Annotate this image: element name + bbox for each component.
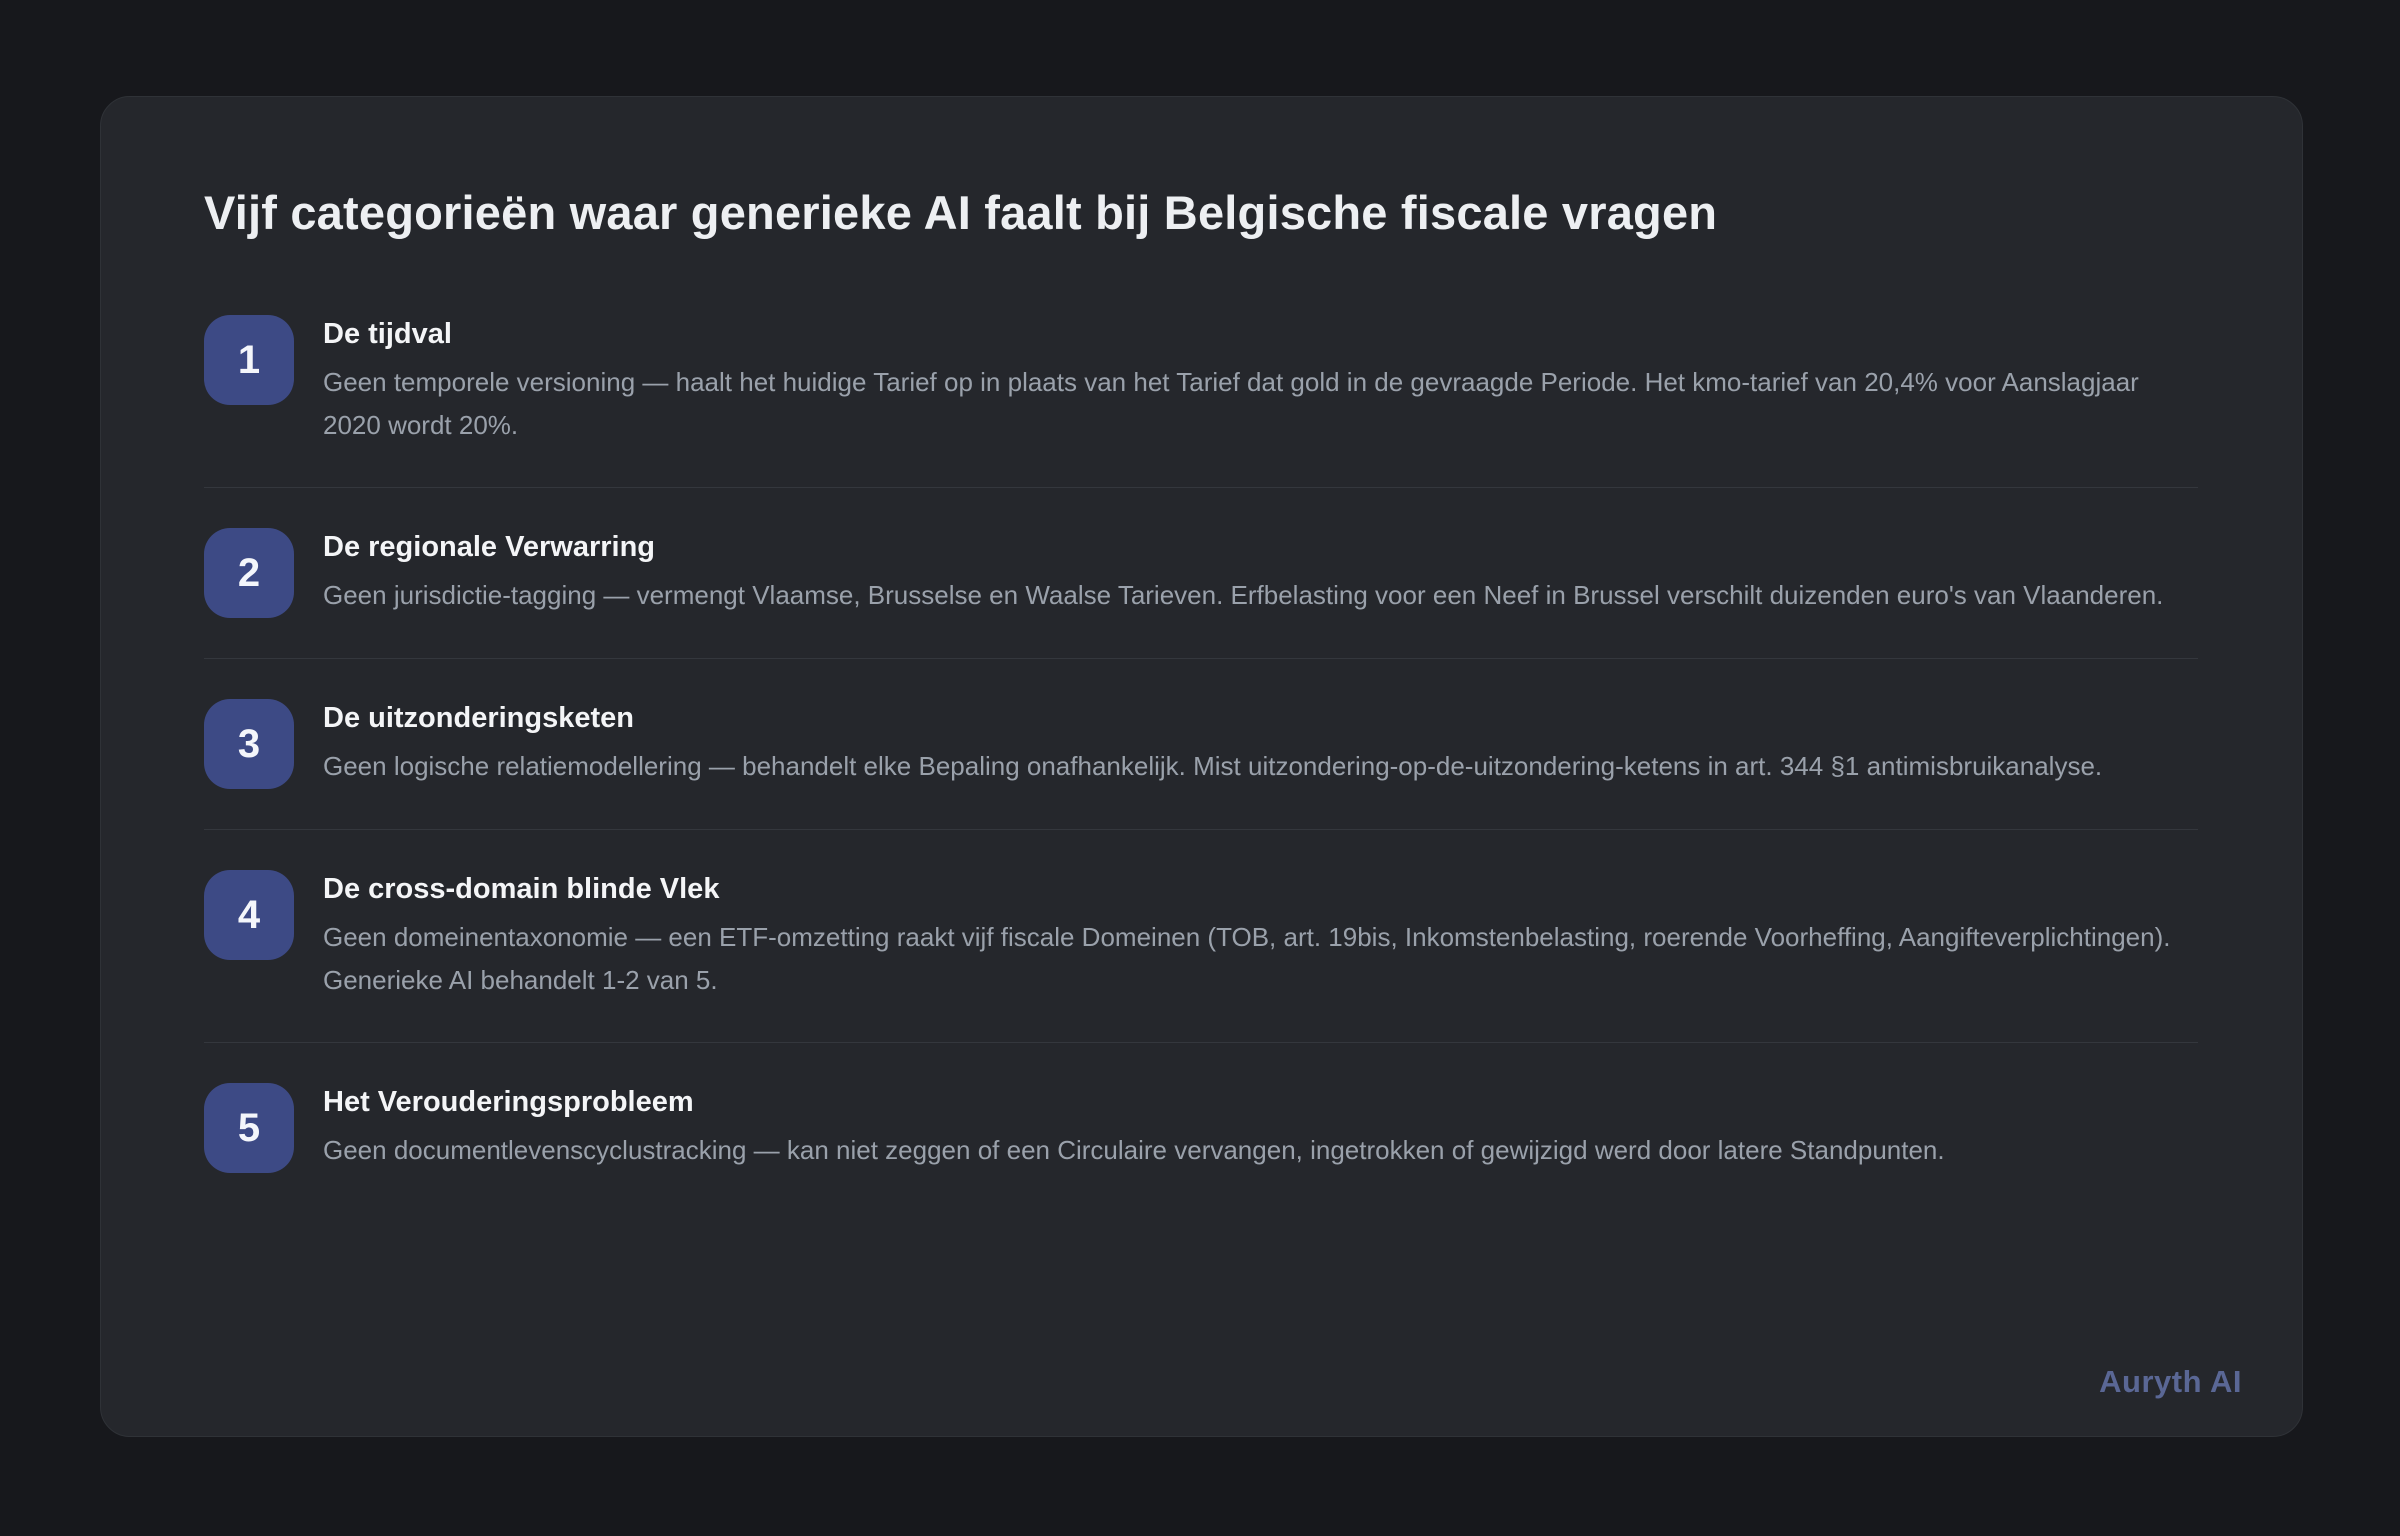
item-4-title: De cross-domain blinde Vlek: [323, 873, 720, 905]
item-1-number-badge: 1: [204, 315, 294, 405]
item-2-description: Geen jurisdictie-tagging — vermengt Vlaamse, Brusselse en Waalse Tarieven. Erfbelasting voor een Neef in Brussel verschilt duizenden euro's van Vlaanderen.: [323, 580, 2164, 610]
item-2-title: De regionale Verwarring: [323, 531, 656, 563]
slide-card: [100, 96, 2303, 1437]
item-1-title: De tijdval: [323, 318, 452, 350]
item-5-body: [323, 1083, 2198, 1172]
list-item-1: [204, 315, 2198, 487]
item-3-number-badge: 3: [204, 699, 294, 789]
item-3-body: [323, 699, 2198, 788]
item-5-description: Geen documentlevenscyclustracking — kan niet zeggen of een Circulaire vervangen, ingetrokken of gewijzigd werd door latere Standpunten.: [323, 1135, 1945, 1165]
item-3-title: De uitzonderingsketen: [323, 702, 634, 734]
item-2-number-badge: 2: [204, 528, 294, 618]
item-4-description: Geen domeinentaxonomie — een ETF-omzetting raakt vijf fiscale Domeinen (TOB, art. 19bis, Inkomstenbelasting, roerende Voorheffing, Aangifteverplichtingen). Generieke AI behandelt 1-2 van 5.: [323, 922, 2171, 995]
brand-watermark: Auryth AI: [2099, 1364, 2242, 1399]
list-item-5: [204, 1042, 2198, 1213]
item-4-number-badge: 4: [204, 870, 294, 960]
item-5-title: Het Verouderingsprobleem: [323, 1086, 694, 1118]
list-item-2: [204, 487, 2198, 658]
category-list: [204, 315, 2198, 1213]
item-1-description: Geen temporele versioning — haalt het huidige Tarief op in plaats van het Tarief dat gold in de gevraagde Periode. Het kmo-tarief van 20,4% voor Aanslagjaar 2020 wordt 20%.: [323, 367, 2139, 440]
list-item-3: [204, 658, 2198, 829]
list-item-4: [204, 829, 2198, 1042]
item-4-body: [323, 870, 2198, 1002]
item-3-description: Geen logische relatiemodellering — behandelt elke Bepaling onafhankelijk. Mist uitzondering-op-de-uitzondering-ketens in art. 344 §1 antimisbruikanalyse.: [323, 751, 2103, 781]
page-title: Vijf categorieën waar generieke AI faalt bij Belgische fiscale vragen: [204, 186, 1718, 239]
item-5-number-badge: 5: [204, 1083, 294, 1173]
item-1-body: [323, 315, 2198, 447]
item-2-body: [323, 528, 2198, 617]
slide-content: [101, 97, 2302, 1213]
